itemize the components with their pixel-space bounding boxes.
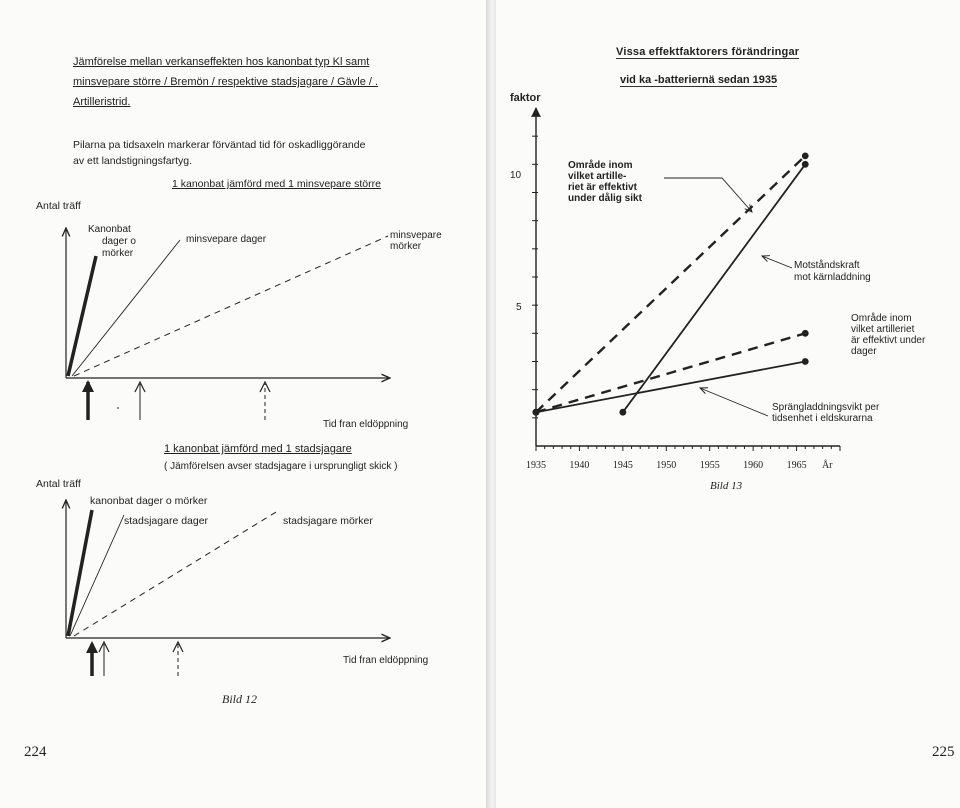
- diagram2-label-dager: stadsjagare dager: [124, 515, 209, 527]
- diagram2-xlabel: Tid fran eldöppning: [343, 655, 429, 666]
- right-title-line-2: vid ka -batteriernä sedan 1935: [620, 74, 778, 86]
- chart-ytick-10: 10: [510, 170, 522, 181]
- leader-sprangladdning: [700, 388, 768, 416]
- figure-caption-bild12: Bild 12: [222, 692, 257, 706]
- right-title-line-1: Vissa effektfaktorers förändringar: [616, 46, 800, 58]
- series-line-1: [623, 164, 805, 412]
- diagram1-xlabel: Tid fran eldöppning: [323, 419, 409, 430]
- caption-line-2: minsvepare större / Bremön / respektive stadsjagare / Gävle / .: [73, 76, 379, 88]
- chart-series: [533, 152, 809, 415]
- chart-xlabel: År: [821, 460, 833, 471]
- x-tick-label: 1955: [699, 460, 720, 471]
- diagram1-line-morker: [74, 236, 388, 376]
- diagram1-line-kanonbat: [68, 256, 96, 376]
- diagram1-line-dager: [72, 240, 180, 376]
- x-tick-label: 1945: [612, 460, 633, 471]
- book-gutter: [486, 0, 496, 808]
- series-line-3: [536, 362, 805, 413]
- annotation-dalig-sikt: Område inom vilket artille- riet är effektivt under dålig sikt: [568, 160, 642, 204]
- right-page: [496, 0, 960, 808]
- diagram2-line-morker: [74, 512, 276, 636]
- annotation-dager: Område inom vilket artilleriet är effektivt under dager: [851, 313, 926, 357]
- series-point-1-1: [802, 161, 809, 168]
- series-point-0-1: [802, 152, 809, 159]
- note-line-1: Pilarna pa tidsaxeln markerar förväntad tid för oskadliggörande: [73, 139, 366, 151]
- caption-line-1: Jämförelse mellan verkanseffekten hos kanonbat typ Kl samt: [73, 56, 370, 68]
- diagram2-title: 1 kanonbat jämförd med 1 stadsjagare: [164, 443, 352, 455]
- diagram2-line-kanonbat: [68, 510, 92, 636]
- annotation-sprangladdning: Sprängladdningsvikt per tidsenhet i eldskurarna: [772, 402, 880, 424]
- diagram2-label-kanonbat: kanonbat dager o mörker: [90, 495, 208, 507]
- series-point-2-1: [802, 330, 809, 337]
- chart-ylabel: faktor: [510, 92, 541, 104]
- note-line-2: av ett landstigningsfartyg.: [73, 155, 193, 167]
- series-point-3-0: [533, 409, 540, 416]
- chart-x-ticks: [526, 446, 840, 471]
- chart-ytick-5: 5: [516, 302, 522, 313]
- x-tick-label: 1935: [526, 460, 546, 471]
- diagram1-dot: [117, 407, 119, 409]
- series-point-3-1: [802, 358, 809, 365]
- bild13-chart: [496, 0, 960, 808]
- diagram2-subtitle: ( Jämförelsen avser stadsjagare i ursprungligt skick ): [164, 461, 398, 472]
- x-tick-label: 1950: [656, 460, 677, 471]
- diagram1-label-morker: minsvepare mörker: [390, 230, 442, 252]
- diagram2-ylabel: Antal träff: [36, 478, 81, 490]
- x-tick-label: 1960: [743, 460, 764, 471]
- diagram1-title: 1 kanonbat jämförd med 1 minsvepare större: [172, 178, 381, 190]
- page-number-left: 224: [24, 744, 47, 760]
- caption-line-3: Artilleristrid.: [73, 96, 131, 108]
- series-point-1-0: [619, 409, 626, 416]
- chart-y-minor-ticks: [532, 136, 538, 418]
- diagram1-arrowhead-kanonbat: [82, 380, 94, 392]
- leader-karnladdning: [762, 256, 792, 268]
- diagram2-label-morker: stadsjagare mörker: [283, 515, 373, 527]
- diagram1-label-dager: minsvepare dager: [186, 234, 267, 245]
- leader-dalig-sikt: [664, 178, 752, 212]
- annotation-karnladdning: Motståndskraft mot kärnladdning: [794, 260, 871, 283]
- figure-caption-bild13: Bild 13: [710, 480, 743, 492]
- x-tick-label: 1965: [786, 460, 807, 471]
- diagram1-label-kanonbat: Kanonbat dager o mörker: [88, 224, 136, 259]
- diagram2-arrowhead-kanonbat: [86, 641, 98, 653]
- diagram1-ylabel: Antal träff: [36, 200, 81, 212]
- x-tick-label: 1940: [569, 460, 590, 471]
- page-number-right: 225: [932, 744, 955, 760]
